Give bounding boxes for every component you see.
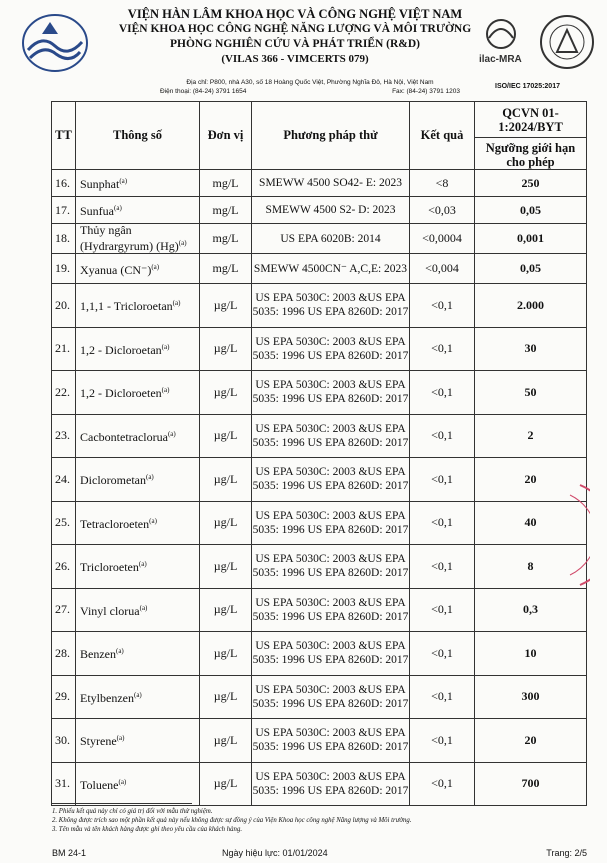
row-result-text: <0,1 xyxy=(431,689,453,704)
row-unit xyxy=(200,371,252,415)
row-result-text: <0,1 xyxy=(431,776,453,791)
footnote-2: 2. Không được trích sao một phần kết quả này nếu không được sự đồng ý của Viện Khoa học công nghệ Năng lượng và Môi trường. xyxy=(52,817,412,824)
row-unit-text: µg/L xyxy=(213,384,238,399)
header-standard-name: QCVN 01-1:2024/BYT xyxy=(475,102,586,138)
row-parameter xyxy=(76,458,200,502)
row-unit xyxy=(200,632,252,676)
row-result-text: <0,1 xyxy=(431,515,453,530)
row-result-text: <0,1 xyxy=(431,297,453,312)
table-row xyxy=(52,719,587,763)
address: Địa chỉ: P800, nhà A30, số 18 Hoàng Quốc Việt, Phường Nghĩa Đô, Hà Nội, Việt Nam xyxy=(186,79,434,86)
row-limit-text: 2 xyxy=(527,428,534,443)
row-unit-text: µg/L xyxy=(213,776,238,791)
row-result xyxy=(410,254,475,284)
row-method xyxy=(252,632,410,676)
header-tt: TT xyxy=(52,102,76,170)
row-parameter-text: Toluene xyxy=(80,777,119,792)
row-limit-text: 2.000 xyxy=(517,297,544,312)
row-parameter-text: Tetracloroeten xyxy=(80,516,150,531)
row-tt xyxy=(52,327,76,371)
row-limit xyxy=(475,675,587,719)
red-stamp-icon xyxy=(510,480,590,590)
header-limit: Ngưỡng giới hạn cho phép xyxy=(485,141,576,169)
row-method-text: US EPA 5030C: 2003 &US EPA 5035: 1996 US EPA 8260D: 2017 xyxy=(252,422,409,449)
row-unit-text: mg/L xyxy=(212,261,239,275)
row-parameter xyxy=(76,588,200,632)
row-result xyxy=(410,501,475,545)
footnote-3: 3. Tên mẫu và tên khách hàng được ghi theo yêu cầu của khách hàng. xyxy=(52,826,243,833)
row-parameter xyxy=(76,675,200,719)
row-unit-text: µg/L xyxy=(213,428,238,443)
row-method-text: US EPA 5030C: 2003 &US EPA 5035: 1996 US EPA 8260D: 2017 xyxy=(252,770,409,797)
row-parameter-note: (a) xyxy=(161,386,170,395)
row-limit-text: 10 xyxy=(524,645,537,660)
table-row xyxy=(52,501,587,545)
row-tt-text: 24. xyxy=(55,471,70,486)
row-result-text: <0,1 xyxy=(431,645,453,660)
table-row xyxy=(52,632,587,676)
row-result xyxy=(410,414,475,458)
row-parameter-text: Benzen xyxy=(80,647,116,662)
row-tt-text: 28. xyxy=(55,645,70,660)
row-method xyxy=(252,170,410,197)
row-result-text: <0,1 xyxy=(431,558,453,573)
row-method-text: SMEWW 4500 SO42- E: 2023 xyxy=(259,177,402,189)
row-method-text: SMEWW 4500CN⁻ A,C,E: 2023 xyxy=(253,262,408,275)
row-result-text: <8 xyxy=(435,175,449,190)
row-method xyxy=(252,545,410,589)
table-row xyxy=(52,170,587,197)
row-parameter-note: (a) xyxy=(138,560,147,569)
row-result xyxy=(410,719,475,763)
row-parameter-text: Vinyl clorua xyxy=(80,603,140,618)
row-result-text: <0,1 xyxy=(431,471,453,486)
row-limit xyxy=(475,170,587,197)
row-method-text: US EPA 5030C: 2003 &US EPA 5035: 1996 US EPA 8260D: 2017 xyxy=(252,683,409,710)
row-method-text: US EPA 5030C: 2003 &US EPA 5035: 1996 US EPA 8260D: 2017 xyxy=(252,292,409,319)
row-unit-text: µg/L xyxy=(213,602,238,617)
row-result xyxy=(410,170,475,197)
row-parameter xyxy=(76,545,200,589)
row-method xyxy=(252,254,410,284)
header-line-3: PHÒNG NGHIÊN CỨU VÀ PHÁT TRIỂN (R&D) xyxy=(169,38,421,50)
row-limit-text: 0,05 xyxy=(520,261,541,275)
row-parameter-note: (a) xyxy=(149,516,157,525)
row-parameter-text: Xyanua (CN⁻) xyxy=(80,262,152,277)
row-unit-text: µg/L xyxy=(213,732,238,747)
row-limit-text: 8 xyxy=(527,558,534,573)
row-result xyxy=(410,197,475,224)
row-result-text: <0,004 xyxy=(425,261,459,275)
row-parameter-text: Cacbontetraclorua xyxy=(80,429,168,444)
row-result xyxy=(410,632,475,676)
row-unit-text: mg/L xyxy=(212,175,239,190)
row-method xyxy=(252,284,410,328)
row-parameter-note: (a) xyxy=(133,690,142,699)
row-result xyxy=(410,371,475,415)
row-method-text: US EPA 5030C: 2003 &US EPA 5035: 1996 US EPA 8260D: 2017 xyxy=(252,509,409,536)
row-parameter xyxy=(76,197,200,224)
row-parameter-text: Diclorometan xyxy=(80,473,146,488)
row-unit xyxy=(200,327,252,371)
row-limit xyxy=(475,197,587,224)
row-parameter-note: (a) xyxy=(178,239,187,247)
row-result xyxy=(410,284,475,328)
row-tt-text: 31. xyxy=(55,776,70,791)
row-limit-text: 20 xyxy=(524,471,537,486)
row-method-text: US EPA 5030C: 2003 &US EPA 5035: 1996 US EPA 8260D: 2017 xyxy=(252,553,409,580)
header-address-block xyxy=(160,79,460,96)
row-tt-text: 22. xyxy=(55,384,70,399)
page-number: Trang: 2/5 xyxy=(546,848,587,858)
row-limit xyxy=(475,414,587,458)
row-parameter-text: 1,2 - Dicloroetan xyxy=(80,342,162,357)
row-method-text: US EPA 5030C: 2003 &US EPA 5035: 1996 US EPA 8260D: 2017 xyxy=(252,466,409,493)
footnote-1: 1. Phiếu kết quả này chỉ có giá trị đối với mẫu thử nghiệm. xyxy=(52,808,213,815)
row-method xyxy=(252,197,410,224)
row-unit-text: mg/L xyxy=(212,202,239,217)
table-row xyxy=(52,284,587,328)
row-unit-text: µg/L xyxy=(213,341,238,356)
row-parameter xyxy=(76,170,200,197)
row-tt xyxy=(52,371,76,415)
row-tt xyxy=(52,224,76,254)
row-parameter-note: (a) xyxy=(139,603,148,612)
row-tt-text: 23. xyxy=(55,428,70,443)
row-tt-text: 21. xyxy=(55,341,70,356)
row-tt-text: 18. xyxy=(55,231,70,245)
row-unit xyxy=(200,458,252,502)
row-parameter-text: Tricloroeten xyxy=(80,560,139,575)
row-method-text: US EPA 5030C: 2003 &US EPA 5035: 1996 US EPA 8260D: 2017 xyxy=(252,640,409,667)
row-unit xyxy=(200,501,252,545)
table-row xyxy=(52,458,587,502)
row-tt xyxy=(52,545,76,589)
header-standard xyxy=(475,102,587,170)
row-parameter-note: (a) xyxy=(172,299,181,308)
row-method xyxy=(252,458,410,502)
iso-label: ISO/IEC 17025:2017 xyxy=(495,83,560,90)
row-method xyxy=(252,501,410,545)
row-parameter xyxy=(76,327,200,371)
row-result xyxy=(410,545,475,589)
row-tt-text: 26. xyxy=(55,558,70,573)
footnotes xyxy=(52,807,572,834)
row-unit-text: µg/L xyxy=(213,645,238,660)
row-tt xyxy=(52,719,76,763)
row-result xyxy=(410,588,475,632)
row-parameter-text: Sunfua xyxy=(80,204,114,218)
row-tt-text: 20. xyxy=(55,297,70,312)
row-parameter xyxy=(76,254,200,284)
row-unit xyxy=(200,224,252,254)
row-tt xyxy=(52,170,76,197)
row-tt xyxy=(52,588,76,632)
row-limit-text: 700 xyxy=(521,776,540,791)
row-parameter xyxy=(76,414,200,458)
header-line-4: (VILAS 366 - VIMCERTS 079) xyxy=(221,53,369,65)
row-method xyxy=(252,327,410,371)
fax: Fax: (84-24) 3791 1203 xyxy=(392,87,460,95)
row-limit-text: 0,05 xyxy=(520,202,541,217)
row-parameter-text: Styrene xyxy=(80,734,117,749)
row-tt-text: 27. xyxy=(55,602,70,617)
row-result-text: <0,1 xyxy=(431,732,453,747)
row-result-text: <0,1 xyxy=(431,602,453,617)
row-limit xyxy=(475,719,587,763)
table-row xyxy=(52,545,587,589)
row-unit-text: µg/L xyxy=(213,297,238,312)
row-result xyxy=(410,224,475,254)
row-parameter-note: (a) xyxy=(118,777,127,786)
row-result-text: <0,0004 xyxy=(422,231,462,245)
row-tt xyxy=(52,501,76,545)
row-limit xyxy=(475,762,587,806)
row-unit-text: µg/L xyxy=(213,689,238,704)
row-parameter-text: Etylbenzen xyxy=(80,690,134,705)
row-tt-text: 19. xyxy=(55,261,70,275)
row-result xyxy=(410,675,475,719)
header-method: Phương pháp thử xyxy=(252,102,410,170)
row-result xyxy=(410,762,475,806)
row-method xyxy=(252,371,410,415)
row-result-text: <0,1 xyxy=(431,341,453,356)
row-method xyxy=(252,224,410,254)
row-parameter xyxy=(76,762,200,806)
row-tt xyxy=(52,414,76,458)
row-unit xyxy=(200,254,252,284)
row-method xyxy=(252,762,410,806)
row-parameter xyxy=(76,719,200,763)
effective-date: Ngày hiệu lực: 01/01/2024 xyxy=(222,848,328,858)
header-param: Thông số xyxy=(76,102,200,170)
row-parameter xyxy=(76,632,200,676)
row-limit xyxy=(475,632,587,676)
row-tt xyxy=(52,458,76,502)
row-parameter-note: (a) xyxy=(115,647,124,656)
row-result-text: <0,1 xyxy=(431,428,453,443)
row-unit xyxy=(200,762,252,806)
row-parameter-note: (a) xyxy=(151,262,160,271)
row-tt xyxy=(52,632,76,676)
phone: Điện thoại: (84-24) 3791 1654 xyxy=(160,87,247,95)
results-table xyxy=(51,101,587,806)
row-parameter xyxy=(76,224,200,254)
row-method-text: US EPA 5030C: 2003 &US EPA 5035: 1996 US EPA 8260D: 2017 xyxy=(252,727,409,754)
row-limit xyxy=(475,284,587,328)
row-method xyxy=(252,675,410,719)
row-limit xyxy=(475,588,587,632)
row-unit xyxy=(200,545,252,589)
row-parameter-text: Sunphat xyxy=(80,177,120,191)
row-method-text: US EPA 5030C: 2003 &US EPA 5035: 1996 US EPA 8260D: 2017 xyxy=(252,335,409,362)
row-unit xyxy=(200,675,252,719)
header-line-2: VIỆN KHOA HỌC CÔNG NGHỆ NĂNG LƯỢNG VÀ MÔI TRƯỜNG xyxy=(118,23,472,35)
row-unit xyxy=(200,284,252,328)
row-tt-text: 16. xyxy=(55,175,70,190)
row-tt xyxy=(52,675,76,719)
row-tt xyxy=(52,284,76,328)
row-parameter-note: (a) xyxy=(161,342,170,351)
row-limit xyxy=(475,254,587,284)
row-method-text: US EPA 6020B: 2014 xyxy=(280,232,381,245)
row-unit xyxy=(200,719,252,763)
ilac-mra-label: ilac-MRA xyxy=(479,54,522,65)
row-limit-text: 300 xyxy=(521,689,540,704)
row-parameter-text: Thủy ngân (Hydrargyrum) (Hg) xyxy=(80,223,179,253)
table-row xyxy=(52,371,587,415)
row-method-text: US EPA 5030C: 2003 &US EPA 5035: 1996 US EPA 8260D: 2017 xyxy=(252,596,409,623)
row-parameter-note: (a) xyxy=(145,473,154,482)
row-unit xyxy=(200,197,252,224)
row-tt xyxy=(52,254,76,284)
row-parameter-text: 1,1,1 - Tricloroetan xyxy=(80,299,173,314)
row-unit xyxy=(200,414,252,458)
row-result-text: <0,1 xyxy=(431,384,453,399)
row-tt xyxy=(52,197,76,224)
row-limit xyxy=(475,327,587,371)
form-code: BM 24-1 xyxy=(52,848,87,858)
row-method xyxy=(252,414,410,458)
row-parameter-note: (a) xyxy=(116,734,125,743)
row-unit xyxy=(200,588,252,632)
row-method xyxy=(252,719,410,763)
row-parameter-note: (a) xyxy=(114,204,122,212)
row-parameter xyxy=(76,501,200,545)
row-tt-text: 25. xyxy=(55,515,70,530)
row-parameter-note: (a) xyxy=(167,429,176,438)
row-limit-text: 0,001 xyxy=(517,231,544,245)
header-line-1: VIỆN HÀN LÂM KHOA HỌC VÀ CÔNG NGHỆ VIỆT NAM xyxy=(127,7,463,21)
row-tt-text: 29. xyxy=(55,689,70,704)
row-parameter xyxy=(76,284,200,328)
table-row xyxy=(52,254,587,284)
table-row xyxy=(52,327,587,371)
row-tt-text: 30. xyxy=(55,732,70,747)
accreditation-logo-icon xyxy=(475,10,595,76)
table-row xyxy=(52,224,587,254)
row-limit xyxy=(475,371,587,415)
row-unit-text: µg/L xyxy=(213,558,238,573)
institute-logo-icon xyxy=(20,12,90,74)
row-result xyxy=(410,458,475,502)
row-tt-text: 17. xyxy=(55,202,70,217)
row-limit-text: 30 xyxy=(524,341,537,356)
table-row xyxy=(52,675,587,719)
row-result xyxy=(410,327,475,371)
row-parameter xyxy=(76,371,200,415)
row-limit xyxy=(475,224,587,254)
row-method-text: US EPA 5030C: 2003 &US EPA 5035: 1996 US EPA 8260D: 2017 xyxy=(252,379,409,406)
row-result-text: <0,03 xyxy=(428,202,456,217)
row-parameter-note: (a) xyxy=(119,177,128,185)
header-result: Kết quả xyxy=(410,102,475,170)
row-method xyxy=(252,588,410,632)
row-parameter-text: 1,2 - Dicloroeten xyxy=(80,386,162,401)
row-limit-text: 0,3 xyxy=(523,602,538,617)
row-limit-text: 250 xyxy=(521,175,540,190)
row-limit-text: 50 xyxy=(524,384,537,399)
row-limit-text: 20 xyxy=(524,732,537,747)
row-unit-text: µg/L xyxy=(213,471,238,486)
table-row xyxy=(52,588,587,632)
table-row xyxy=(52,197,587,224)
row-method-text: SMEWW 4500 S2- D: 2023 xyxy=(265,204,396,216)
row-tt xyxy=(52,762,76,806)
table-row xyxy=(52,762,587,806)
row-unit xyxy=(200,170,252,197)
row-limit-text: 40 xyxy=(524,515,537,530)
row-unit-text: µg/L xyxy=(213,515,238,530)
row-unit-text: mg/L xyxy=(212,231,239,245)
table-row xyxy=(52,414,587,458)
header-unit: Đơn vị xyxy=(200,102,252,170)
document-header xyxy=(0,0,607,98)
